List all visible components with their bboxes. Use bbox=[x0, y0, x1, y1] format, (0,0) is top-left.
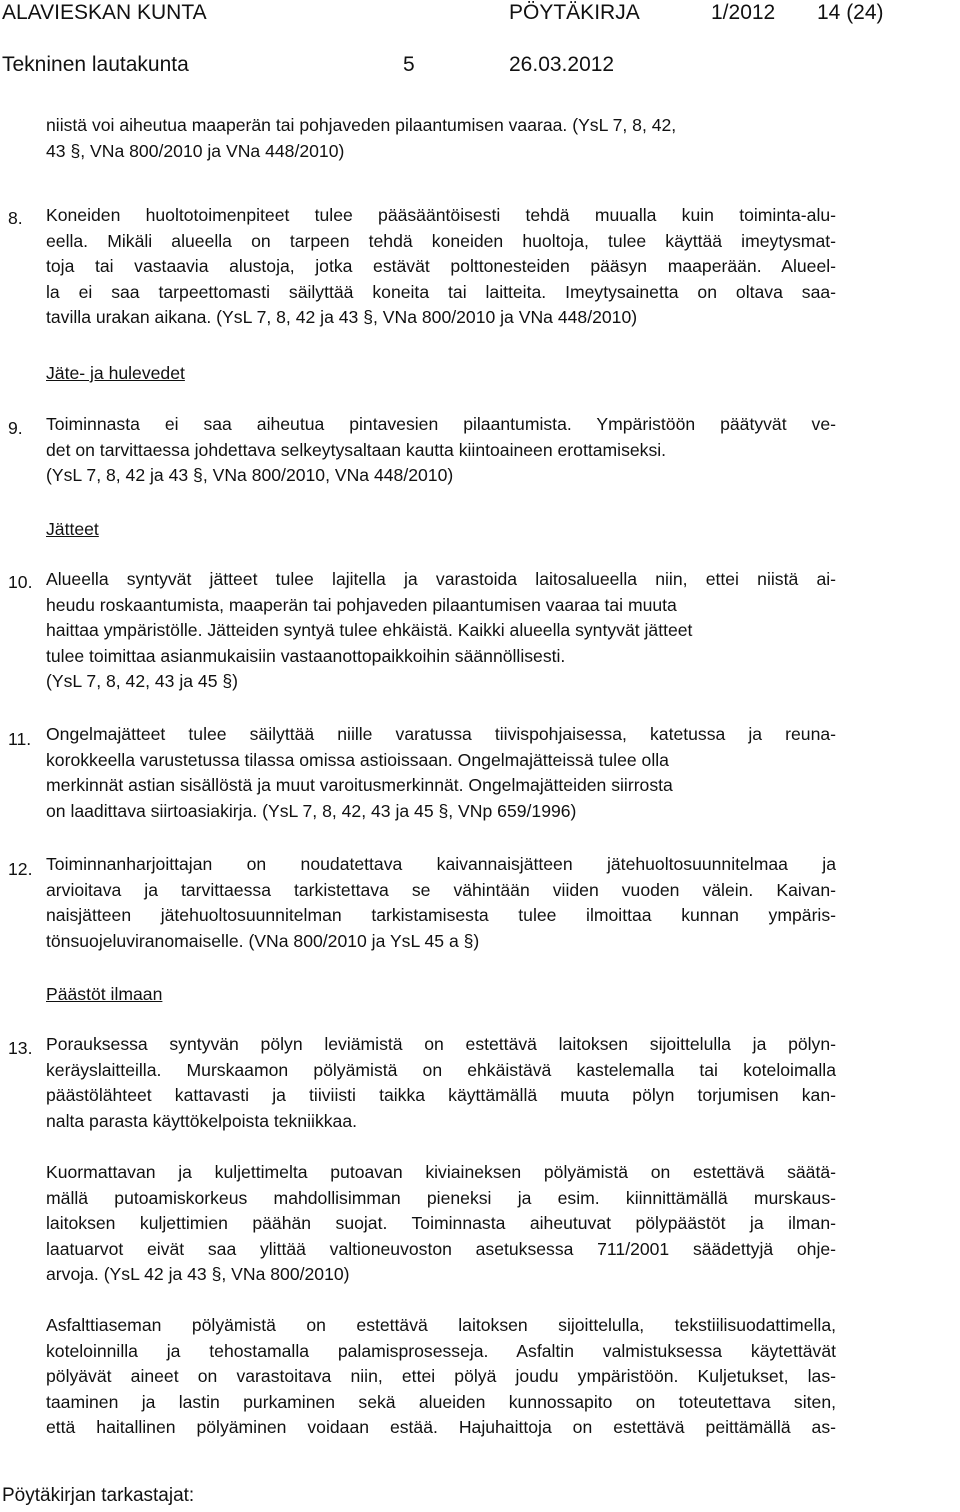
paragraph-line: 43 §, VNa 800/2010 ja VNa 448/2010) bbox=[46, 140, 345, 161]
item-number-12: 12. bbox=[8, 859, 33, 879]
item-number-13: 13. bbox=[8, 1038, 33, 1058]
organization-name: ALAVIESKAN KUNTA bbox=[2, 1, 207, 24]
paragraph-line: arvoja. (YsL 42 ja 43 §, VNa 800/2010) bbox=[46, 1264, 350, 1285]
paragraph-line: taaminen ja lastin purkaminen sekä alueiden kunnossapito on toteutettava siten, bbox=[46, 1391, 836, 1412]
document-type: PÖYTÄKIRJA bbox=[509, 1, 640, 24]
committee-name: Tekninen lautakunta bbox=[2, 53, 189, 76]
paragraph-line: toja tai vastaavia alustoja, jotka estävät polttonesteiden pääsyn maaperään. Alueel- bbox=[46, 256, 836, 277]
paragraph-line: tönsuojeluviranomaiselle. (VNa 800/2010 ja YsL 45 a §) bbox=[46, 930, 480, 951]
paragraph-line: päästölähteet kattavasti ja tiiviisti taikka käyttämällä muuta pölyn torjumisen kan- bbox=[46, 1085, 836, 1106]
paragraph-line: että haitallinen pölyäminen voidaan estää. Hajuhaittoja on estettävä peittämällä as- bbox=[46, 1417, 836, 1438]
document-number: 1/2012 bbox=[711, 1, 776, 24]
paragraph-line: arvioitava ja tarvittaessa tarkistettava se vähintään viiden vuoden välein. Kaivan- bbox=[46, 879, 836, 900]
paragraph-line: Asfalttiaseman pölyämistä on estettävä laitoksen sijoittelulla, tekstiilisuodattimella, bbox=[46, 1315, 836, 1335]
paragraph-line: Alueella syntyvät jätteet tulee lajitella ja varastoida laitosalueella niin, ettei niistä ai- bbox=[46, 569, 836, 589]
item-11-paragraph bbox=[46, 722, 836, 824]
page-number: 14 (24) bbox=[817, 1, 884, 24]
item-9-paragraph bbox=[46, 412, 836, 489]
paragraph-line: Toiminnasta ei saa aiheutua pintavesien pilaantumista. Ympäristöön päätyvät ve- bbox=[46, 414, 836, 434]
paragraph-line: haittaa ympäristölle. Jätteiden syntyä tulee ehkäistä. Kaikki alueella syntyvät jätteet bbox=[46, 620, 693, 641]
item-13-paragraph-3 bbox=[46, 1313, 836, 1441]
paragraph-line: niistä voi aiheutua maaperän tai pohjaveden pilaantumisen vaaraa. (YsL 7, 8, 42, bbox=[46, 115, 677, 135]
paragraph-line: Toiminnanharjoittajan on noudatettava kaivannaisjätteen jätehuoltosuunnitelmaa ja bbox=[46, 854, 836, 874]
item-number-10: 10. bbox=[8, 572, 33, 592]
paragraph-line: tulee toimittaa asianmukaisiin vastaanottopaikkoihin säännöllisesti. bbox=[46, 645, 566, 666]
item-number-8: 8. bbox=[8, 208, 23, 228]
paragraph-line: Porauksessa syntyvän pölyn leviämistä on estettävä laitoksen sijoittelulla ja pölyn- bbox=[46, 1034, 836, 1054]
section-heading-paastot-ilmaan: Päästöt ilmaan bbox=[46, 984, 163, 1004]
footer-inspectors-label: Pöytäkirjan tarkastajat: bbox=[2, 1485, 195, 1506]
item-number-11: 11. bbox=[8, 729, 32, 749]
paragraph-line: (YsL 7, 8, 42, 43 ja 45 §) bbox=[46, 671, 239, 692]
item-10-paragraph bbox=[46, 567, 836, 695]
paragraph-line: nalta parasta käyttökelpoista tekniikkaa. bbox=[46, 1110, 358, 1131]
paragraph-line: keräyslaitteilla. Murskaamon pölyämistä on ehkäistävä kastelemalla tai koteloimalla bbox=[46, 1059, 836, 1080]
paragraph-line: on laadittava siirtoasiakirja. (YsL 7, 8, 42, 43 ja 45 §, VNp 659/1996) bbox=[46, 800, 577, 821]
paragraph-line: (YsL 7, 8, 42 ja 43 §, VNa 800/2010, VNa 448/2010) bbox=[46, 465, 454, 486]
item-8-paragraph bbox=[46, 203, 836, 331]
paragraph-line: Koneiden huoltotoimenpiteet tulee pääsääntöisesti tehdä muualla kuin toiminta-alu- bbox=[46, 205, 836, 225]
paragraph-line: laitoksen kuljettimien päähän suojat. Toiminnasta aiheutuvat pölypäästöt ja ilman- bbox=[46, 1213, 836, 1234]
section-heading-jatteet: Jätteet bbox=[46, 519, 99, 539]
section-heading-jate-hulevedet: Jäte- ja hulevedet bbox=[46, 363, 185, 383]
paragraph-line: tavilla urakan aikana. (YsL 7, 8, 42 ja 43 §, VNa 800/2010 ja VNa 448/2010) bbox=[46, 307, 638, 328]
item-number-9: 9. bbox=[8, 418, 23, 438]
section-number: 5 bbox=[403, 53, 415, 76]
paragraph-line: la ei saa tarpeettomasti säilyttää koneita tai laitteita. Imeytysainetta on oltava saa- bbox=[46, 281, 836, 302]
paragraph-line: det on tarvittaessa johdettava selkeytysaltaan kautta kiintoaineen erottamiseksi. bbox=[46, 439, 667, 460]
paragraph-line: korokkeella varustetussa tilassa omissa astioissaan. Ongelmajätteissä tulee olla bbox=[46, 749, 669, 770]
item-13-paragraph-2 bbox=[46, 1160, 836, 1288]
paragraph-line: eella. Mikäli alueella on tarpeen tehdä koneiden huoltoja, tulee käyttää imeytysmat- bbox=[46, 230, 836, 251]
paragraph-line: pölyävät aineet on varastoitava niin, ettei pölyä joudu ympäristöön. Kuljetukset, las- bbox=[46, 1366, 836, 1387]
item-13-paragraph bbox=[46, 1032, 836, 1134]
paragraph-line: mällä putoamiskorkeus mahdollisimman pieneksi ja esim. kiinnittämällä murskaus- bbox=[46, 1187, 836, 1208]
item-12-paragraph bbox=[46, 852, 836, 954]
meeting-date: 26.03.2012 bbox=[509, 53, 615, 76]
paragraph-line: laatuarvot eivät saa ylittää valtioneuvoston asetuksessa 711/2001 säädettyjä ohje- bbox=[46, 1238, 836, 1259]
paragraph-line: merkinnät astian sisällöstä ja muut varoitusmerkinnät. Ongelmajätteiden siirrosta bbox=[46, 775, 673, 796]
paragraph-line: koteloinnilla ja tehostamalla palamisprosesseja. Asfaltin valmistuksessa käytettävät bbox=[46, 1340, 836, 1361]
paragraph-line: heudu roskaantumista, maaperän tai pohjaveden pilaantumisen vaaraa tai muuta bbox=[46, 594, 677, 615]
paragraph-line: Ongelmajätteet tulee säilyttää niille varatussa tiivispohjaisessa, katetussa ja reuna- bbox=[46, 724, 836, 744]
paragraph-line: Kuormattavan ja kuljettimelta putoavan kiviaineksen pölyämistä on estettävä säätä- bbox=[46, 1162, 836, 1182]
continuation-paragraph bbox=[46, 113, 836, 164]
paragraph-line: naisjätteen jätehuoltosuunnitelman tarkistamisesta tulee ilmoittaa kunnan ympäris- bbox=[46, 905, 836, 926]
